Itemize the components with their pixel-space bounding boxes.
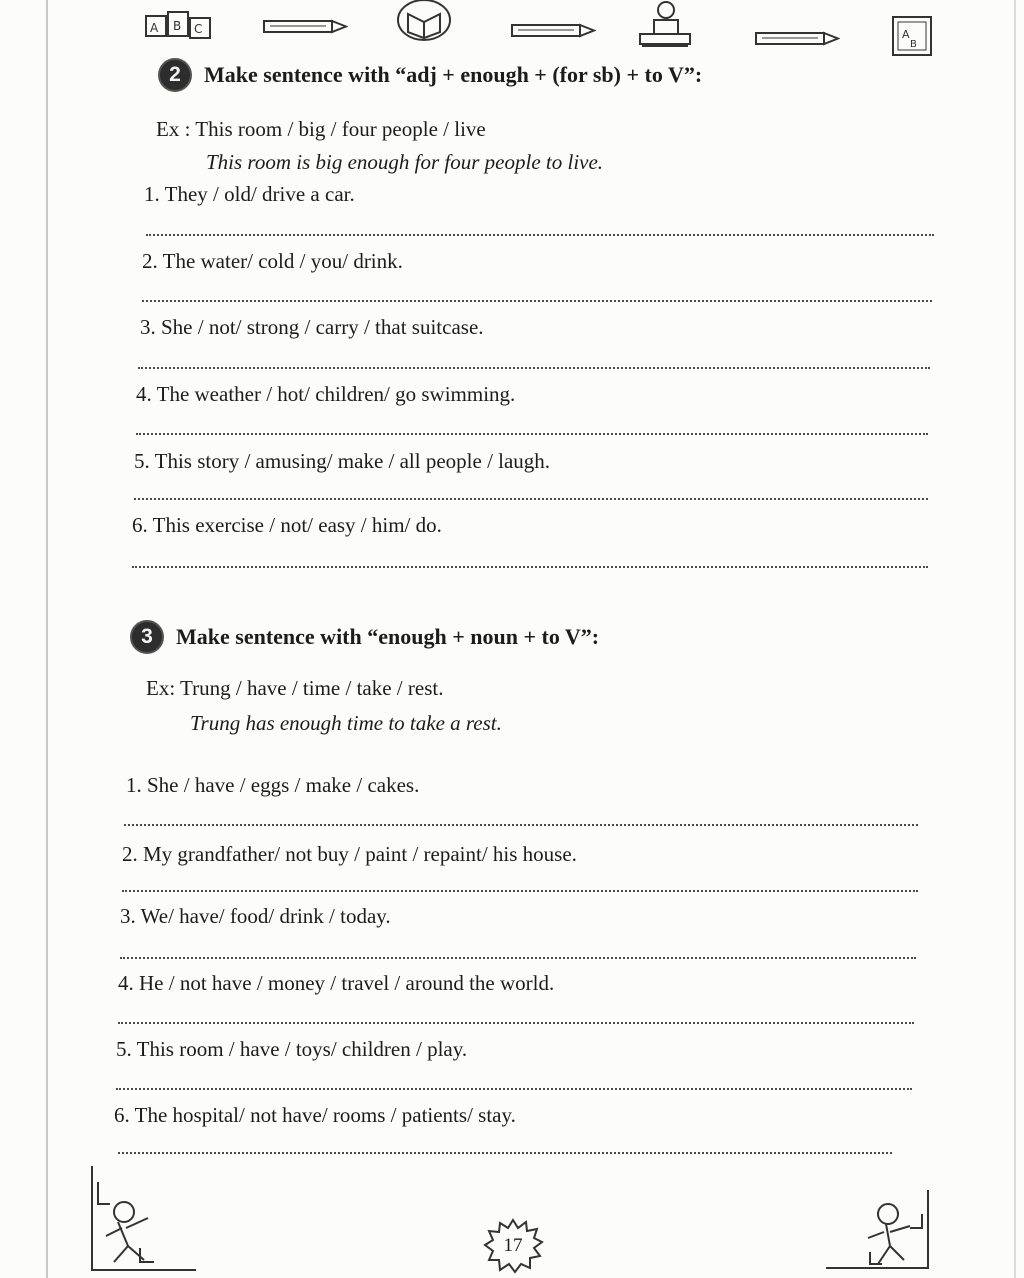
abc-card-icon	[890, 14, 934, 58]
section-2-item-4: 4. The weather / hot/ children/ go swimming.	[136, 382, 516, 406]
section-2-item-5: 5. This story / amusing/ make / all people / laugh.	[134, 449, 551, 473]
section-2-heading	[158, 58, 702, 92]
page-right-edge	[1014, 0, 1016, 1278]
section-2-item-2: 2. The water/ cold / you/ drink.	[142, 249, 403, 273]
section-3-example-prompt: Ex: Trung / have / time / take / rest.	[146, 676, 444, 700]
dancing-child-icon	[88, 1162, 200, 1274]
svg-text:C: C	[194, 22, 203, 36]
section-3-heading	[130, 620, 599, 654]
section-3-item-5: 5. This room / have / toys/ children / play.	[116, 1037, 468, 1061]
svg-text:B: B	[173, 19, 182, 33]
section-3-answer-line-4[interactable]	[118, 1022, 914, 1024]
pencil-icon	[510, 22, 596, 40]
page-number: 17	[503, 1235, 523, 1256]
section-2-answer-line-5[interactable]	[134, 498, 928, 500]
pencil-icon	[262, 18, 348, 36]
section-2-item-1: 1. They / old/ drive a car.	[144, 182, 355, 206]
section-2-answer-line-4[interactable]	[136, 433, 928, 435]
section-3-answer-line-6[interactable]	[118, 1152, 892, 1154]
svg-text:A: A	[902, 28, 910, 41]
section-2-example-prompt: Ex : This room / big / four people / live	[156, 117, 486, 141]
svg-text:B: B	[910, 39, 917, 50]
section-2-answer-line-6[interactable]	[132, 566, 928, 568]
section-3-item-6: 6. The hospital/ not have/ rooms / patients/ stay.	[114, 1103, 516, 1127]
dancing-child-icon	[824, 1188, 936, 1276]
section-3-item-4: 4. He / not have / money / travel / around the world.	[118, 971, 555, 995]
section-3-answer-line-3[interactable]	[120, 957, 916, 959]
page-number-badge	[482, 1218, 544, 1274]
section-3-title: Make sentence with “enough + noun + to V”:	[176, 624, 600, 649]
section-3-example-answer: Trung has enough time to take a rest.	[190, 711, 502, 735]
section-3-answer-line-1[interactable]	[124, 824, 918, 826]
section-2-answer-line-2[interactable]	[142, 300, 932, 302]
section-2-answer-line-1[interactable]	[146, 234, 934, 236]
section-2-example-answer: This room is big enough for four people to live.	[206, 150, 604, 174]
page-left-edge	[46, 0, 48, 1278]
section-3-answer-line-5[interactable]	[116, 1088, 912, 1090]
reading-child-icon	[636, 0, 694, 48]
section-2-number-badge: 2	[158, 58, 192, 92]
section-2-answer-line-3[interactable]	[138, 367, 930, 369]
book-icon	[396, 0, 452, 44]
section-2-item-3: 3. She / not/ strong / carry / that suitcase.	[140, 315, 484, 339]
section-3-item-3: 3. We/ have/ food/ drink / today.	[120, 904, 391, 928]
abc-blocks-icon	[142, 6, 214, 44]
section-2-title: Make sentence with “adj + enough + (for sb) + to V”:	[204, 62, 703, 87]
section-3-item-2: 2. My grandfather/ not buy / paint / repaint/ his house.	[122, 842, 577, 866]
section-3-number-badge: 3	[130, 620, 164, 654]
pencil-icon	[754, 30, 840, 48]
svg-text:A: A	[150, 21, 159, 35]
section-2-item-6: 6. This exercise / not/ easy / him/ do.	[132, 513, 442, 537]
section-3-item-1: 1. She / have / eggs / make / cakes.	[126, 773, 420, 797]
section-3-answer-line-2[interactable]	[122, 890, 918, 892]
